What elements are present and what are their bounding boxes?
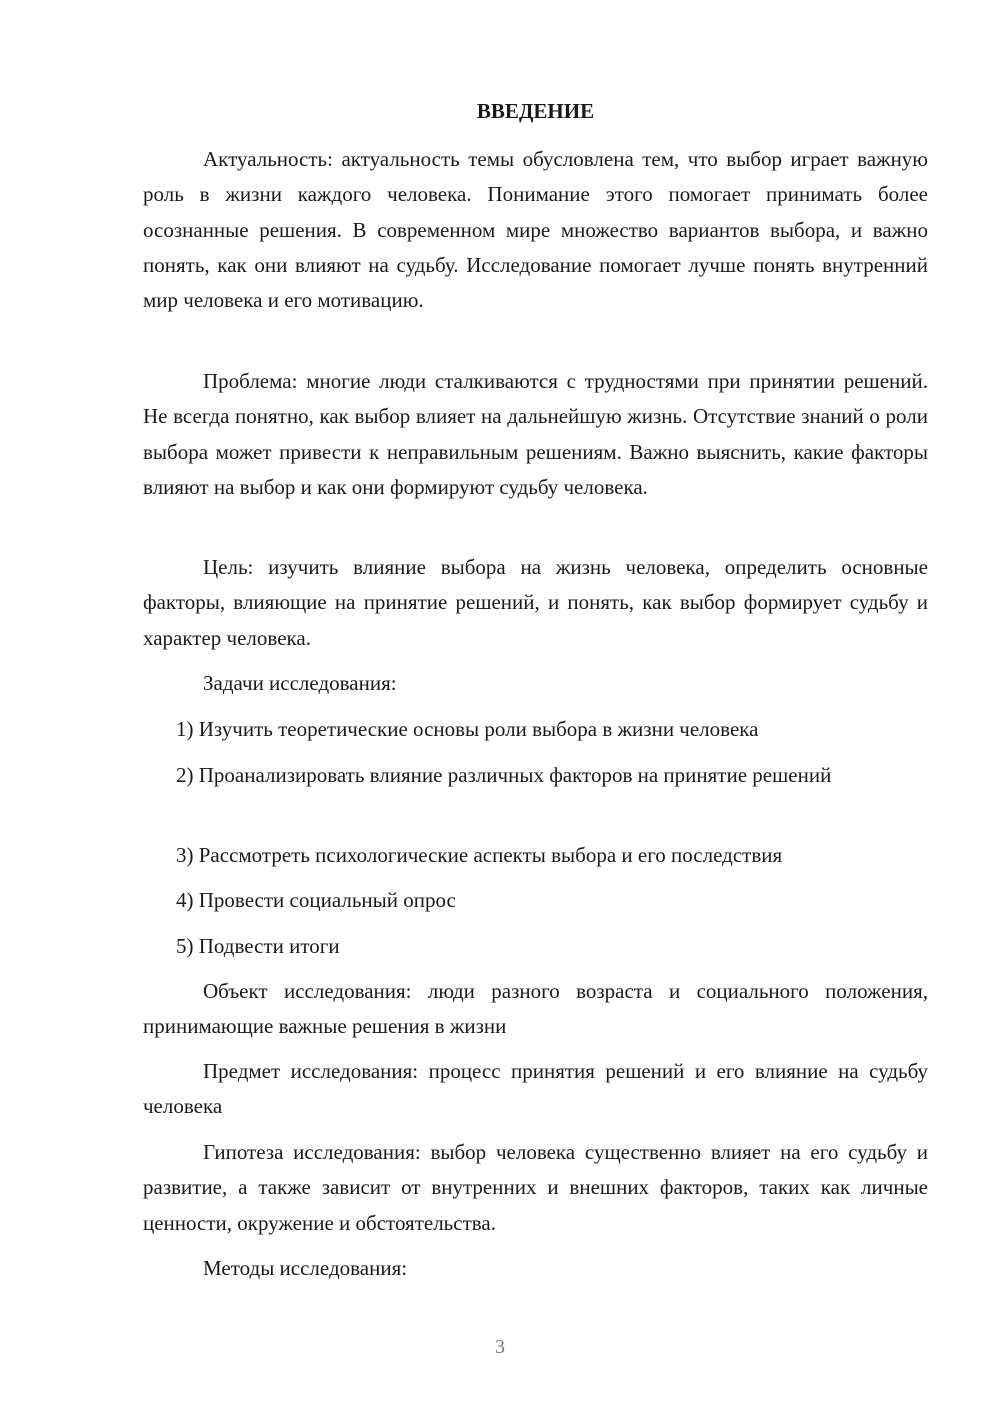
- relevance-paragraph: Актуальность: актуальность темы обусловлена тем, что выбор играет важную роль в жизни каждого человека. Понимание этого помогает принимать более осознанные решения. В современном мире множество вариантов выбора, и важно понять, как они влияют на судьбу. Исследование помогает лучше понять внутренний мир человека и его мотивацию.: [143, 147, 928, 313]
- task-item-3: 3) Рассмотреть психологические аспекты выбора и его последствия: [176, 843, 783, 867]
- object-paragraph: Объект исследования: люди разного возраста и социального положения, принимающие важные решения в жизни: [143, 979, 928, 1039]
- task-item-5: 5) Подвести итоги: [176, 934, 340, 958]
- task-item-1: 1) Изучить теоретические основы роли выбора в жизни человека: [176, 717, 759, 741]
- subject-paragraph: Предмет исследования: процесс принятия решений и его влияние на судьбу человека: [143, 1059, 928, 1119]
- goal-paragraph: Цель: изучить влияние выбора на жизнь человека, определить основные факторы, влияющие на принятие решений, и понять, как выбор формирует судьбу и характер человека.: [143, 555, 928, 650]
- methods-heading: Методы исследования:: [203, 1256, 408, 1280]
- page-number: 3: [495, 1336, 505, 1358]
- page-heading: ВВЕДЕНИЕ: [476, 99, 595, 123]
- problem-paragraph: Проблема: многие люди сталкиваются с трудностями при принятии решений. Не всегда понятно, как выбор влияет на дальнейшую жизнь. Отсутствие знаний о роли выбора может привести к неправильным решениям. Важно выяснить, какие факторы влияют на выбор и как они формируют судьбу человека.: [143, 369, 928, 499]
- task-item-4: 4) Провести социальный опрос: [176, 888, 456, 912]
- task-item-2: 2) Проанализировать влияние различных факторов на принятие решений: [176, 763, 832, 787]
- hypothesis-paragraph: Гипотеза исследования: выбор человека существенно влияет на его судьбу и развитие, а также зависит от внутренних и внешних факторов, таких как личные ценности, окружение и обстоятельства.: [143, 1140, 928, 1235]
- tasks-heading: Задачи исследования:: [203, 671, 397, 695]
